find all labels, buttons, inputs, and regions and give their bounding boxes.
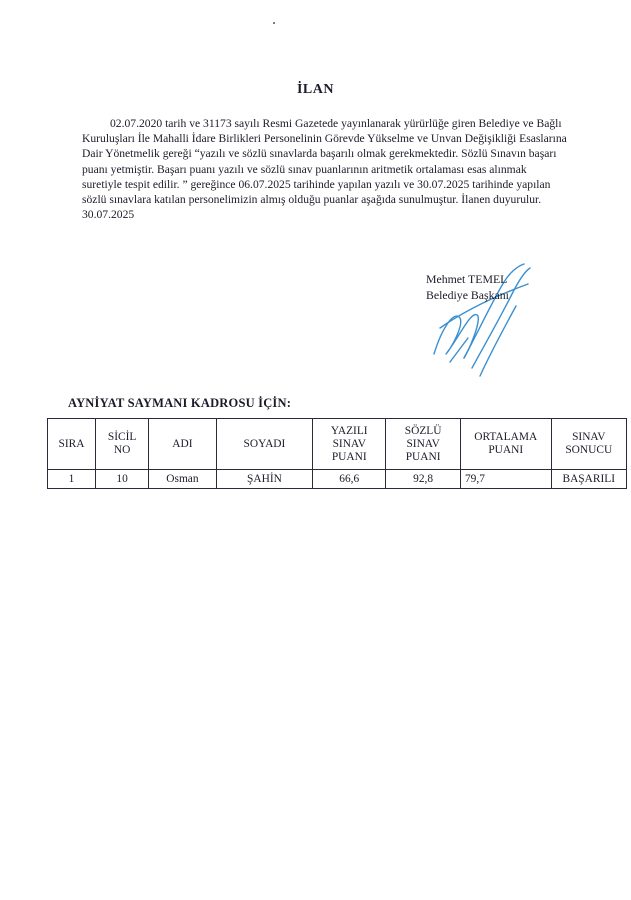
header-sinav-sonucu: SINAV SONUCU bbox=[551, 419, 626, 470]
header-sicil-no: SİCİL NO bbox=[96, 419, 149, 470]
signatory-title: Belediye Başkanı bbox=[426, 288, 509, 302]
section-heading: AYNİYAT SAYMANI KADROSU İÇİN: bbox=[68, 396, 292, 410]
notice-paragraph-text: 02.07.2020 tarih ve 31173 sayılı Resmi Gazetede yayınlanarak yürürlüğe giren Belediye ve Bağlı Kuruluşları İle Mahalli İdare Birlikleri Personelinin Görevde Yükselme ve Unvan Değişikliği Esaslarına Dair Yönetmelik gereği “yazılı ve sözlü sınavlarda başarılı olmak gerekmektedir. Sözlü Sınavın başarı puanı yetmiştir. Başarı puanı yazılı ve sözlü sınav puanlarının aritmetik ortalaması esas alınmak suretiyle tespit edilir. ” gereğince 06.07.2025 tarihinde yapılan yazılı ve 30.07.2025 tarihinde yapılan sözlü sınavlara katılan personelimizin almış olduğu puanlar aşağıda sunulmuştur. İlanen duyurulur. 30.07.2025 bbox=[82, 117, 567, 222]
cell-soyadi: ŞAHİN bbox=[216, 470, 313, 489]
results-table bbox=[47, 418, 627, 489]
table-header-row bbox=[48, 419, 627, 470]
header-sozlu-sinav-puani: SÖZLÜ SINAV PUANI bbox=[386, 419, 461, 470]
header-yazili-sinav-puani: YAZILI SINAV PUANI bbox=[313, 419, 386, 470]
table-row bbox=[48, 470, 627, 489]
cell-adi: Osman bbox=[149, 470, 216, 489]
scan-speck bbox=[273, 22, 275, 24]
header-sira: SIRA bbox=[48, 419, 96, 470]
notice-title: İLAN bbox=[296, 82, 334, 97]
cell-sinav-sonucu: BAŞARILI bbox=[551, 470, 626, 489]
notice-paragraph bbox=[82, 116, 567, 222]
header-adi: ADI bbox=[149, 419, 216, 470]
cell-yazili-puan: 66,6 bbox=[313, 470, 386, 489]
header-soyadi: SOYADI bbox=[216, 419, 313, 470]
cell-ortalama-puan: 79,7 bbox=[460, 470, 551, 489]
signatory-name: Mehmet TEMEL bbox=[426, 272, 508, 286]
cell-sira: 1 bbox=[48, 470, 96, 489]
cell-sozlu-puan: 92,8 bbox=[386, 470, 461, 489]
cell-sicil-no: 10 bbox=[96, 470, 149, 489]
header-ortalama-puani: ORTALAMA PUANI bbox=[460, 419, 551, 470]
